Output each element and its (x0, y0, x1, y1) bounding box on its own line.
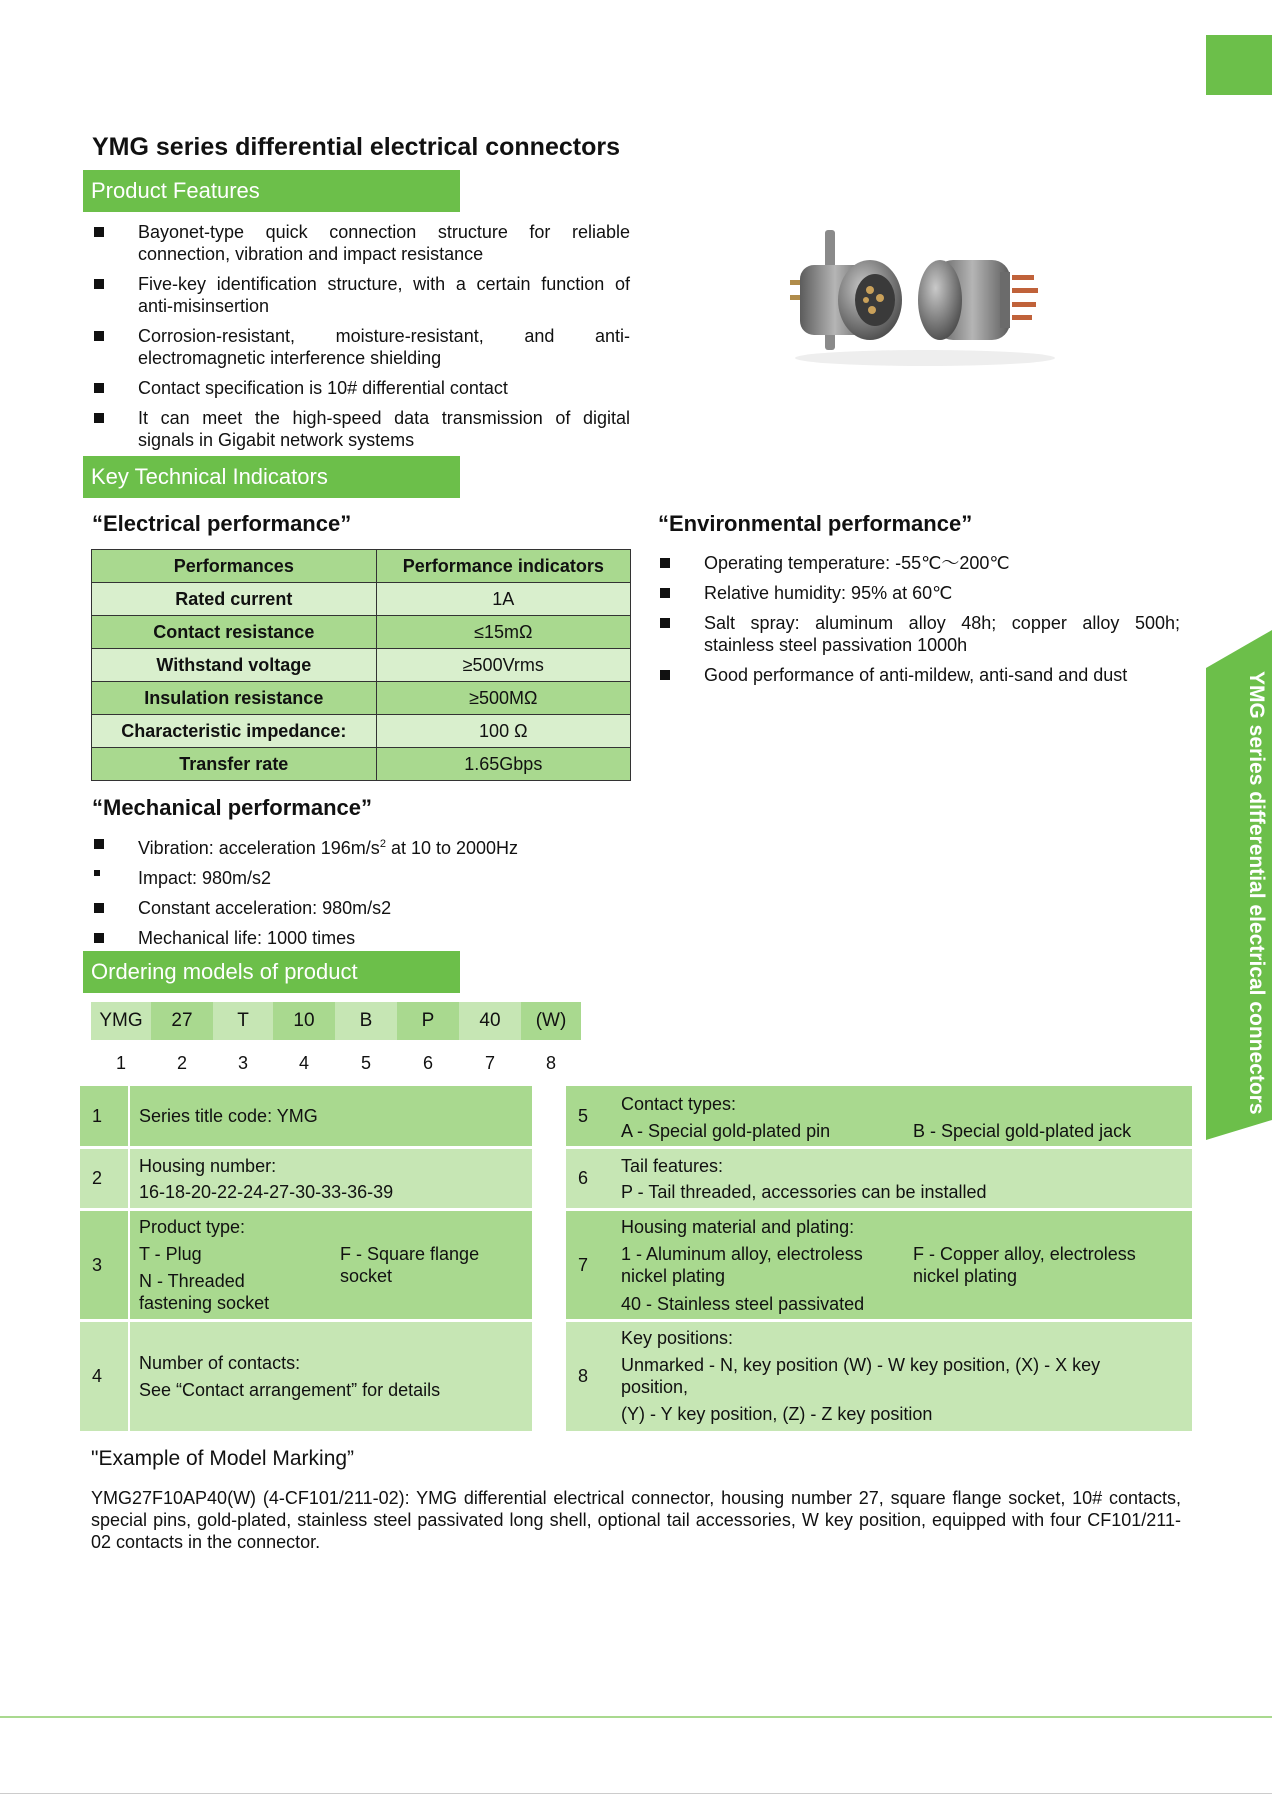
feature-item: Five-key identification structure, with a certain function of anti-misinsertion (92, 273, 630, 317)
page-bottom-divider (0, 1793, 1272, 1794)
table-cell: Transfer rate (92, 748, 377, 781)
order-cell-text: F - Copper alloy, electroless nickel plating (913, 1244, 1136, 1286)
vibration-text: Vibration: acceleration 196m/s (138, 838, 380, 858)
feature-item: Bayonet-type quick connection structure for reliable connection, vibration and impact resistance (92, 221, 630, 265)
order-number-text: 3 (92, 1254, 103, 1275)
order-cell (130, 1149, 532, 1208)
table-cell: Withstand voltage (92, 649, 377, 682)
order-cell-text: Unmarked - N, key position (W) - W key position, (X) - X key position, (621, 1355, 1101, 1397)
table-cell: Rated current (92, 583, 377, 616)
order-cell-text: A - Special gold-plated pin (621, 1121, 831, 1141)
table-header-row (92, 550, 631, 583)
vibration-text-end: at 10 to 2000Hz (385, 838, 519, 858)
page-title: YMG series differential electrical connectors (92, 133, 620, 161)
order-cell-text: N - Threaded fastening socket (139, 1271, 270, 1313)
code-part: 10 (273, 1002, 335, 1040)
feature-item: It can meet the high-speed data transmission of digital signals in Gigabit network systems (92, 407, 630, 451)
code-part: 27 (151, 1002, 213, 1040)
order-cell (130, 1211, 532, 1319)
table-row (92, 748, 631, 781)
order-cell-text: B - Special gold-plated jack (913, 1121, 1132, 1141)
footer-divider (0, 1716, 1272, 1718)
order-number (566, 1322, 614, 1431)
environmental-item: Good performance of anti-mildew, anti-sand and dust (658, 664, 1180, 686)
order-cell-text: (Y) - Y key position, (Z) - Z key position (621, 1404, 933, 1424)
code-index: 8 (545, 1053, 556, 1073)
code-part: T (213, 1002, 273, 1040)
code-index: 3 (237, 1053, 248, 1073)
order-cell (612, 1149, 1192, 1208)
environmental-heading: “Environmental performance” (658, 511, 973, 536)
mechanical-item: Mechanical life: 1000 times (92, 927, 630, 949)
feature-item: Corrosion-resistant, moisture-resistant, and anti-electromagnetic interference shielding (92, 325, 630, 369)
section-key-technical-indicators: Key Technical Indicators (83, 456, 460, 498)
table-row (92, 715, 631, 748)
table-cell: ≥500MΩ (376, 682, 630, 715)
order-cell (612, 1211, 1192, 1319)
table-row (92, 616, 631, 649)
table-cell: Characteristic impedance: (92, 715, 377, 748)
side-tab (1206, 650, 1272, 1135)
order-number (80, 1149, 128, 1208)
code-index: 5 (360, 1053, 371, 1073)
order-cell-text: P - Tail threaded, accessories can be installed (621, 1182, 987, 1202)
order-number-text: 8 (578, 1366, 589, 1386)
order-number-text: 1 (92, 1105, 103, 1126)
environmental-item: Salt spray: aluminum alloy 48h; copper alloy 500h; stainless steel passivation 1000h (658, 612, 1180, 656)
order-cell-text: 40 - Stainless steel passivated (621, 1294, 865, 1314)
mechanical-item: Impact: 980m/s2 (92, 867, 630, 889)
order-number (566, 1149, 614, 1208)
top-corner-tab (1206, 35, 1272, 95)
order-number-text: 4 (92, 1366, 103, 1386)
code-index: 4 (298, 1053, 309, 1073)
order-cell-text: T - Plug (139, 1244, 202, 1264)
order-cell-text: Product type: (139, 1217, 246, 1237)
order-cell-text: 1 - Aluminum alloy, electroless nickel plating (621, 1244, 863, 1286)
table-header: Performances (92, 550, 377, 583)
order-number (80, 1086, 128, 1146)
order-cell (130, 1086, 532, 1146)
mechanical-heading: “Mechanical performance” (92, 795, 372, 820)
table-row (92, 583, 631, 616)
order-cell (612, 1086, 1192, 1146)
order-cell-text: See “Contact arrangement” for details (139, 1380, 441, 1400)
order-number (80, 1322, 128, 1431)
order-number-text: 7 (578, 1254, 589, 1275)
code-index: 7 (484, 1053, 495, 1073)
code-index: 6 (422, 1053, 433, 1073)
order-cell-text: Tail features: (621, 1156, 724, 1176)
code-part: B (335, 1002, 397, 1040)
table-row (92, 682, 631, 715)
code-part: YMG (91, 1002, 151, 1040)
mechanical-list (92, 833, 630, 957)
table-cell: Contact resistance (92, 616, 377, 649)
order-number (566, 1211, 614, 1319)
order-cell (612, 1322, 1192, 1431)
order-number-text: 5 (578, 1105, 589, 1126)
mechanical-item: Constant acceleration: 980m/s2 (92, 897, 630, 919)
environmental-item: Operating temperature: -55℃～200℃ (658, 552, 1180, 574)
order-number-text: 6 (578, 1168, 589, 1188)
order-number-text: 2 (92, 1168, 103, 1188)
environmental-list (658, 552, 1180, 694)
order-cell-text: Number of contacts: (139, 1353, 301, 1373)
order-cell-text: F - Square flange socket (340, 1244, 480, 1286)
connector-product-image (780, 220, 1070, 370)
order-number (566, 1086, 614, 1146)
vibration-superscript: 2 (379, 838, 386, 850)
table-cell: Insulation resistance (92, 682, 377, 715)
table-cell: ≤15mΩ (376, 616, 630, 649)
mechanical-item (92, 833, 630, 859)
example-heading: "Example of Model Marking” (91, 1447, 355, 1470)
code-index: 1 (115, 1053, 126, 1073)
order-cell-text: 16-18-20-22-24-27-30-33-36-39 (139, 1182, 394, 1202)
code-index: 2 (176, 1053, 187, 1073)
order-cell-text: Contact types: (621, 1094, 737, 1114)
feature-item: Contact specification is 10# differential contact (92, 377, 630, 399)
electrical-heading: “Electrical performance” (92, 511, 352, 536)
table-row (92, 649, 631, 682)
section-product-features: Product Features (83, 170, 460, 212)
code-part: 40 (459, 1002, 521, 1040)
code-part: (W) (521, 1002, 581, 1040)
table-header: Performance indicators (376, 550, 630, 583)
order-number (80, 1211, 128, 1319)
order-cell (130, 1322, 532, 1431)
order-cell-text: Key positions: (621, 1328, 734, 1348)
example-text: YMG27F10AP40(W) (4-CF101/211-02): YMG differential electrical connector, housing number 27, square flange socket, 10# contacts, special pins, gold-plated, stainless steel passivated long shell, optional tail accessories, W key position, equipped with four CF101/211-02 contacts in the connector. (91, 1488, 1181, 1552)
order-cell-text: Housing number: (139, 1156, 277, 1176)
code-part: P (397, 1002, 459, 1040)
table-cell: 1.65Gbps (376, 748, 630, 781)
table-cell: ≥500Vrms (376, 649, 630, 682)
order-cell-text: Series title code: YMG (139, 1106, 318, 1126)
table-cell: 100 Ω (376, 715, 630, 748)
side-tab-label: YMG series differential electrical connectors (1245, 670, 1268, 1115)
table-cell: 1A (376, 583, 630, 616)
order-cell-text: Housing material and plating: (621, 1217, 855, 1237)
electrical-performance-table (91, 549, 631, 781)
section-ordering-models: Ordering models of product (83, 951, 460, 993)
environmental-item: Relative humidity: 95% at 60℃ (658, 582, 1180, 604)
features-list (92, 221, 630, 459)
